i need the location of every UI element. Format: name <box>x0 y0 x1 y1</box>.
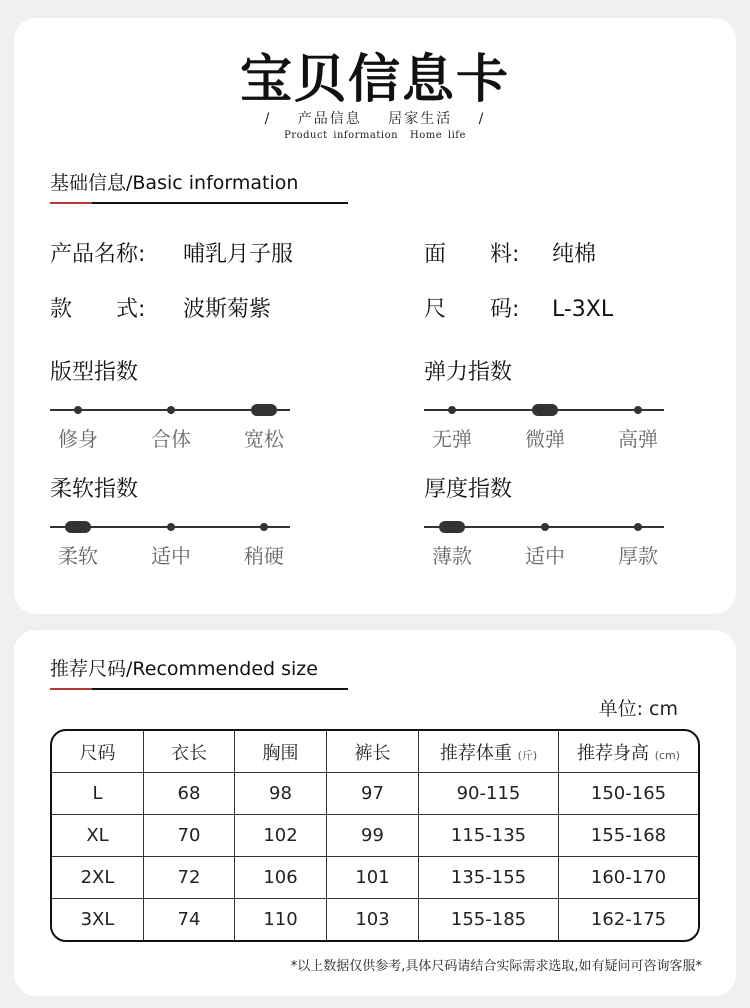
table-cell: 150-165 <box>559 773 698 815</box>
table-cell: 106 <box>235 857 327 899</box>
header-weight <box>419 731 559 773</box>
field-label: 产品名称: <box>50 242 146 267</box>
basic-info-heading <box>50 168 348 204</box>
heading-accent-line <box>50 202 92 204</box>
heading-accent-line <box>50 688 92 690</box>
scale-selected-marker <box>251 404 277 416</box>
scale-dot <box>634 523 642 531</box>
table-cell: 68 <box>144 773 235 815</box>
header-height <box>559 731 698 773</box>
header-bust: 胸围 <box>235 731 327 773</box>
scale-tick-label: 薄款 <box>432 544 472 568</box>
table-cell: 74 <box>144 899 235 940</box>
fit-index-scale <box>50 400 290 460</box>
header-height-unit: (cm) <box>654 748 681 762</box>
scale-tick-label: 无弹 <box>432 427 472 451</box>
scale-tick-label: 厚款 <box>618 544 658 568</box>
field-value: 纯棉 <box>552 242 597 267</box>
field-label: 面 料: <box>424 242 520 267</box>
thickness-index-scale <box>424 517 664 577</box>
scale-tick-label: 微弹 <box>525 427 565 451</box>
scale-dot <box>74 406 82 414</box>
table-cell: 98 <box>235 773 327 815</box>
elasticity-index-title: 弹力指数 <box>424 360 513 385</box>
scale-tick-label: 高弹 <box>618 427 658 451</box>
table-cell: 72 <box>144 857 235 899</box>
disclaimer-note: *以上数据仅供参考,具体尺码请结合实际需求选取,如有疑问可咨询客服* <box>290 959 702 974</box>
subtitle-home-life: 居家生活 <box>388 111 453 127</box>
size-table <box>50 729 700 942</box>
subtitle-english <box>14 130 736 141</box>
scale-tick-label: 适中 <box>525 544 565 568</box>
thickness-index-title: 厚度指数 <box>424 477 513 502</box>
header-size: 尺码 <box>52 731 144 773</box>
unit-label: 单位: cm <box>598 698 678 720</box>
scale-dot <box>634 406 642 414</box>
table-cell: L <box>52 773 144 815</box>
table-header-row <box>52 731 698 773</box>
scale-tick-label: 宽松 <box>244 427 284 451</box>
header-pants-length: 裤长 <box>327 731 419 773</box>
field-product-name <box>50 240 293 270</box>
table-cell: 135-155 <box>419 857 559 899</box>
scale-dot <box>541 523 549 531</box>
table-cell: 97 <box>327 773 419 815</box>
page-title: 宝贝信息卡 <box>239 50 510 110</box>
basic-info-heading-text: 基础信息/Basic information <box>50 172 299 194</box>
table-cell: 160-170 <box>559 857 698 899</box>
field-value: L-3XL <box>552 297 614 322</box>
subtitle <box>14 110 736 128</box>
softness-index-scale <box>50 517 290 577</box>
field-style <box>50 295 271 325</box>
table-cell: 115-135 <box>419 815 559 857</box>
field-label: 款 式: <box>50 297 146 322</box>
subtitle-slash-right: / <box>478 111 486 127</box>
scale-selected-marker <box>439 521 465 533</box>
table-cell: 155-185 <box>419 899 559 940</box>
size-guide-card <box>14 630 736 996</box>
field-fabric <box>424 240 596 270</box>
table-cell: 110 <box>235 899 327 940</box>
field-value: 哺乳月子服 <box>183 242 294 267</box>
table-cell: 162-175 <box>590 909 667 930</box>
table-row <box>52 815 698 857</box>
scale-selected-marker <box>532 404 558 416</box>
elasticity-index-scale <box>424 400 664 460</box>
table-cell: 103 <box>327 899 419 940</box>
subtitle-slash-left: / <box>264 111 272 127</box>
scale-tick-label: 适中 <box>151 544 191 568</box>
table-cell: 70 <box>144 815 235 857</box>
subtitle-en-product-info: Product information <box>284 130 399 141</box>
table-cell: 3XL <box>52 899 144 940</box>
table-cell: XL <box>52 815 144 857</box>
header-weight-unit: (斤) <box>517 748 538 762</box>
table-cell: 102 <box>235 815 327 857</box>
table-cell: 2XL <box>52 857 144 899</box>
scale-tick-label: 合体 <box>151 427 191 451</box>
subtitle-product-info: 产品信息 <box>297 111 362 127</box>
field-size <box>424 295 613 325</box>
product-info-card <box>14 18 736 614</box>
scale-tick-label: 稍硬 <box>244 544 284 568</box>
table-row <box>52 899 698 940</box>
field-value: 波斯菊紫 <box>183 297 272 322</box>
header-weight-text: 推荐体重 <box>439 742 512 764</box>
header-height-text: 推荐身高 <box>576 742 649 764</box>
header-length: 衣长 <box>144 731 235 773</box>
scale-dot <box>167 406 175 414</box>
scale-tick-label: 修身 <box>58 427 98 451</box>
scale-dot <box>167 523 175 531</box>
scale-tick-label: 柔软 <box>58 544 98 568</box>
table-cell: 155-168 <box>559 815 698 857</box>
field-label: 尺 码: <box>424 297 520 322</box>
scale-dot <box>448 406 456 414</box>
recommended-size-heading <box>50 654 348 690</box>
subtitle-en-home-life: Home life <box>410 130 466 141</box>
softness-index-title: 柔软指数 <box>50 477 139 502</box>
table-cell: 90-115 <box>419 773 559 815</box>
recommended-size-heading-text: 推荐尺码/Recommended size <box>50 658 318 680</box>
scale-selected-marker <box>65 521 91 533</box>
table-row <box>52 857 698 899</box>
fit-index-title: 版型指数 <box>50 360 139 385</box>
table-cell: 101 <box>327 857 419 899</box>
table-cell: 99 <box>327 815 419 857</box>
scale-dot <box>260 523 268 531</box>
table-row <box>52 773 698 815</box>
